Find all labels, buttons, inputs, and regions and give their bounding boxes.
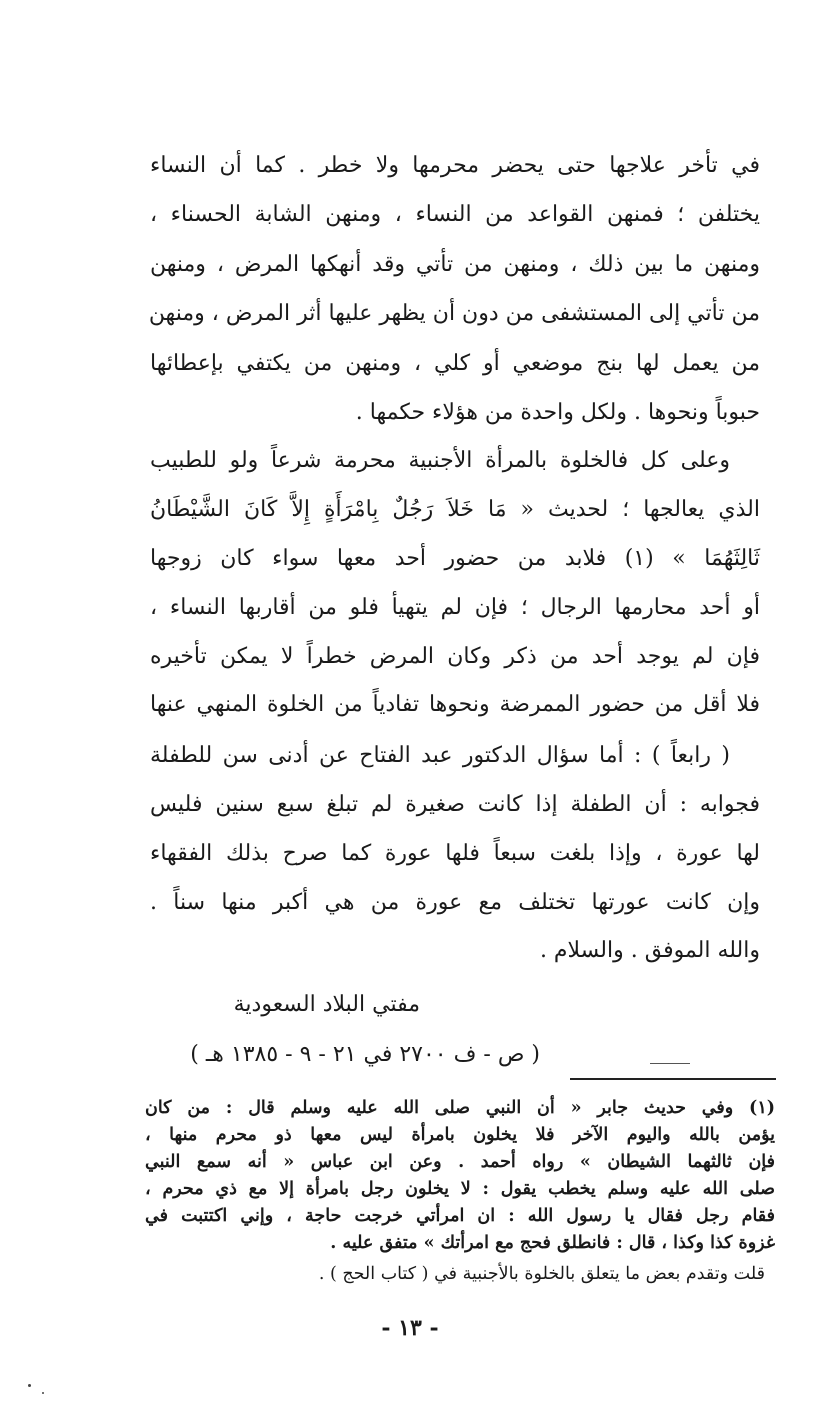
footnote-divider [570, 1078, 776, 1080]
footnote-line: غزوة كذا وكذا ، قال : فانطلق فحج مع امرأتك » متفق عليه . [330, 1233, 775, 1253]
body-line: والله الموفق . والسلام . [539, 938, 760, 963]
body-line: فلا أقل من حضور الممرضة ونحوها تفادياً من الخلوة المنهي عنها [150, 692, 760, 717]
body-line: وإن كانت عورتها تختلف مع عورة من هي أكبر منها سناً . [150, 890, 760, 915]
body-line: من يعمل لها بنج موضعي أو كلي ، ومنهن من يكتفي بإعطائها [150, 351, 760, 376]
footnote-line: (١) وفي حديث جابر « أن النبي صلى الله عليه وسلم قال : من كان [145, 1098, 775, 1118]
body-line: يختلفن ؛ فمنهن القواعد من النساء ، ومنهن الشابة الحسناء ، [150, 202, 760, 227]
fatwa-reference: ( ص - ف ٢٧٠٠ في ٢١ - ٩ - ١٣٨٥ هـ ) [190, 1042, 540, 1067]
body-line: ومنهن ما بين ذلك ، ومنهن من تأتي وقد أنهكها المرض ، ومنهن [150, 252, 760, 277]
paragraph-start-line: وعلى كل فالخلوة بالمرأة الأجنبية محرمة شرعاً ولو للطبيب [150, 448, 730, 473]
paragraph-start-line: ( رابعاً ) : أما سؤال الدكتور عبد الفتاح عن أدنى سن للطفلة [150, 743, 730, 768]
footnote-note: قلت وتقدم بعض ما يتعلق بالخلوة بالأجنبية في ( كتاب الحج ) . [318, 1264, 765, 1284]
page-number: - ١٣ - [381, 1315, 439, 1341]
body-line: حبوباً ونحوها . ولكل واحدة من هؤلاء حكمها . [355, 400, 760, 425]
body-line: أو أحد محارمها الرجال ؛ فإن لم يتهيأ فلو من أقاربها النساء ، [150, 595, 760, 620]
signature-title: مفتي البلاد السعودية [233, 992, 420, 1017]
body-line: ثَالِثَهُمَا » (١) فلابد من حضور أحد معها سواء كان زوجها [150, 546, 761, 571]
footnote-line: فقام رجل فقال يا رسول الله : ان امرأتي خرجت حاجة ، وإني اكتتبت في [145, 1206, 775, 1226]
body-line: فجوابه : أن الطفلة إذا كانت صغيرة لم تبلغ سبع سنين فليس [150, 792, 760, 817]
body-line: لها عورة ، وإذا بلغت سبعاً فلها عورة كما صرح بذلك الفقهاء [150, 841, 760, 866]
body-line: الذي يعالجها ؛ لحديث « مَا خَلاَ رَجُلٌ بِامْرَأَةٍ إِلاَّ كَانَ الشَّيْطَانُ [150, 497, 760, 522]
scan-speck [42, 1392, 44, 1394]
body-line: من تأتي إلى المستشفى من دون أن يظهر عليها أثر المرض ، ومنهن [148, 301, 760, 326]
scan-speck [28, 1384, 31, 1387]
footnote-line: صلى الله عليه وسلم يخطب يقول : لا يخلون رجل بامرأة إلا مع ذي محرم ، [145, 1179, 775, 1199]
footnote-line: يؤمن بالله واليوم الآخر فلا يخلون بامرأة ليس معها ذو محرم منها ، [145, 1125, 775, 1145]
body-line: في تأخر علاجها حتى يحضر محرمها ولا خطر . كما أن النساء [150, 153, 760, 178]
short-divider [650, 1063, 690, 1064]
body-line: فإن لم يوجد أحد من ذكر وكان المرض خطراً لا يمكن تأخيره [150, 644, 760, 669]
footnote-line: فإن ثالثهما الشيطان » رواه أحمد . وعن ابن عباس « أنه سمع النبي [145, 1152, 775, 1172]
